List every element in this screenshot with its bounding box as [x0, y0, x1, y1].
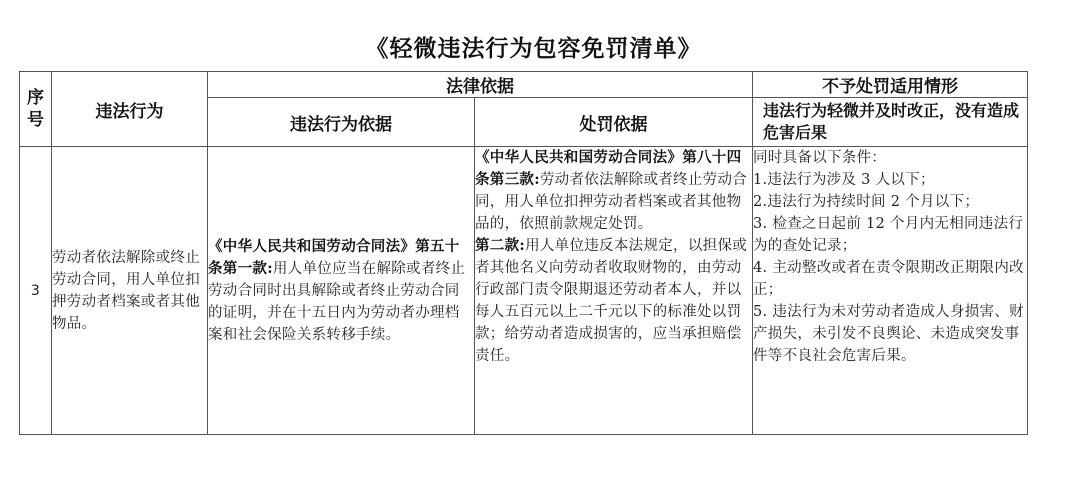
condition-item: 同时具备以下条件：	[753, 150, 887, 166]
condition-item: 1.违法行为涉及 3 人以下；	[753, 172, 935, 188]
condition-item: 4. 主动整改或者在责令限期改正期限内改正；	[753, 260, 1024, 298]
document-title: 《轻微违法行为包容免罚清单》	[365, 35, 702, 62]
header-penalty-basis: 处罚依据	[475, 98, 753, 147]
header-violation: 违法行为	[52, 72, 208, 147]
row-violation: 劳动者依法解除或终止劳动合同，用人单位扣押劳动者档案或者其他物品。	[52, 147, 208, 435]
condition-item: 3. 检查之日起前 12 个月内无相同违法行为的查处记录；	[753, 216, 1024, 254]
violation-basis-law: 《中华人民共和国劳动合同法》第五十条第一款:	[208, 237, 460, 277]
table-row	[20, 147, 1028, 435]
header-legal-basis: 法律依据	[208, 72, 753, 98]
violation-basis-text: 用人单位应当在解除或者终止劳动合同时出具解除或者终止劳动合同的证明，并在十五日内为劳动者办理档案和社会保险关系转移手续。	[208, 260, 466, 343]
row-seq: 3	[20, 147, 52, 435]
header-violation-basis: 违法行为依据	[208, 98, 475, 147]
condition-item: 2.违法行为持续时间 2 个月以下；	[753, 194, 980, 210]
penalty-law: 《中华人民共和国劳动合同法》第八十四条第三款:	[475, 149, 742, 188]
penalty-text-2: 用人单位违反本法规定，以担保或者其他名义向劳动者收取财物的，由劳动行政部门责令限期退还劳动者本人，并以每人五百元以上二千元以下的标准处以罚款；给劳动者造成损害的，应当承担赔偿责任。	[475, 238, 748, 364]
row-violation-basis	[208, 147, 475, 435]
header-seq	[20, 72, 52, 147]
header-seq-label: 序号	[27, 88, 44, 130]
exemption-table	[19, 71, 1028, 435]
header-exemption-sub: 违法行为轻微并及时改正，没有造成危害后果	[753, 98, 1028, 147]
condition-item: 5. 违法行为未对劳动者造成人身损害、财产损失，未引发不良舆论、未造成突发事件等不良社会危害后果。	[753, 304, 1024, 364]
header-row-1	[20, 72, 1028, 98]
header-exemption: 不予处罚适用情形	[753, 72, 1028, 98]
penalty-text-1: 劳动者依法解除或者终止劳动合同，用人单位扣押劳动者档案或者其他物品的，依照前款规定处罚。	[475, 172, 748, 232]
penalty-law-2: 第二款:	[475, 237, 526, 254]
row-exemption-conditions	[753, 147, 1028, 435]
row-penalty-basis	[475, 147, 753, 435]
